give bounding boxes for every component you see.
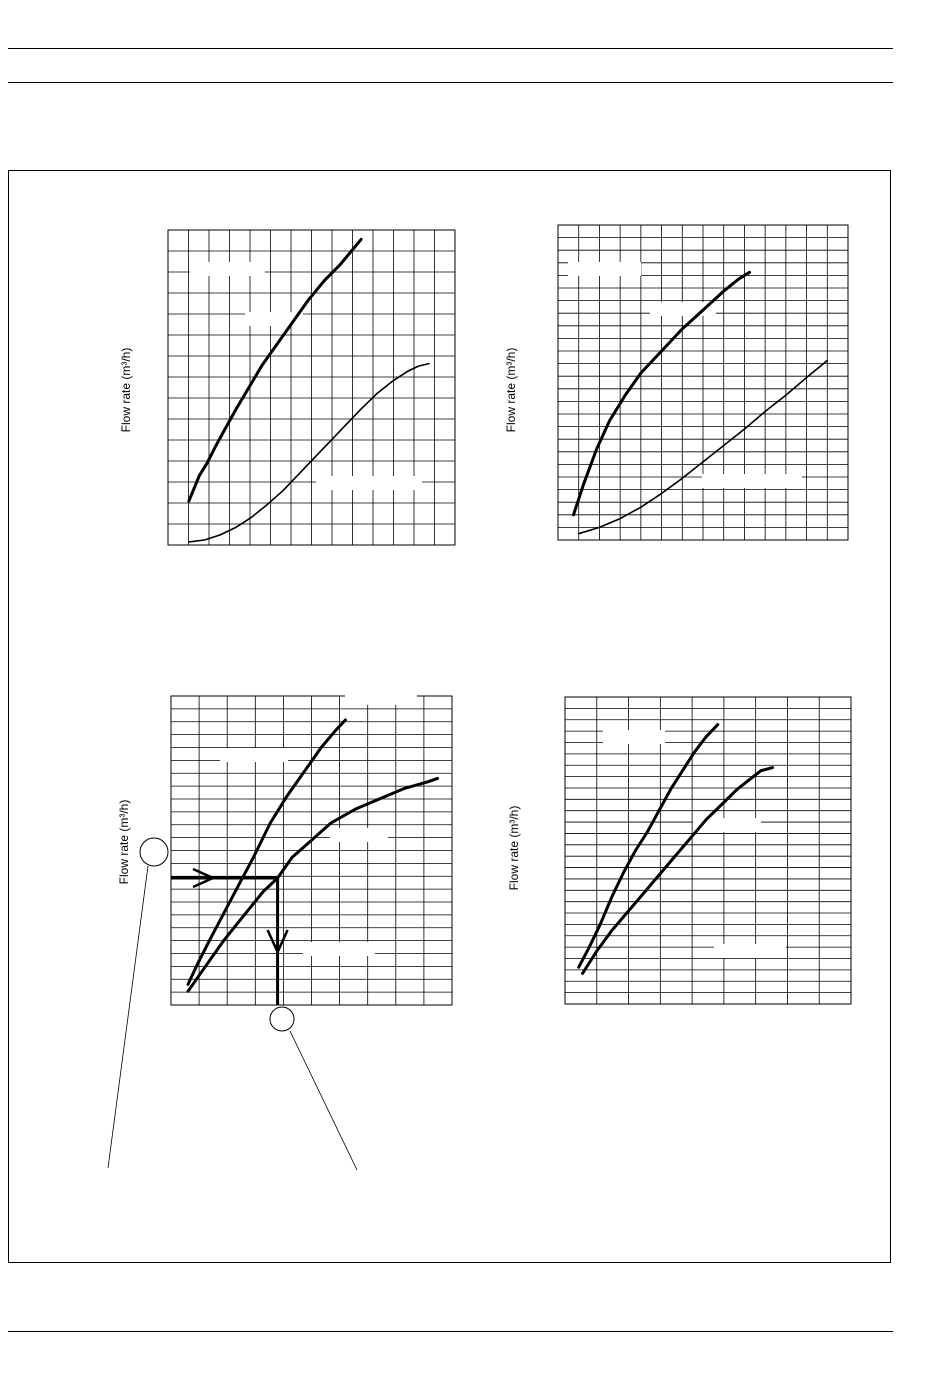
chart-bottom-left	[108, 695, 452, 1170]
chart-top-left	[119, 230, 455, 545]
blank-label-patch	[714, 944, 786, 958]
y-axis-label: Flow rate (m³/h)	[504, 347, 518, 433]
blank-label-patch	[303, 942, 375, 956]
blank-label-patch	[220, 748, 288, 762]
series-line-2	[188, 778, 438, 991]
callout-circle-axis	[270, 1007, 294, 1031]
series-line-2	[583, 768, 773, 974]
series-line-1	[579, 725, 718, 968]
callout-circle-flow	[140, 838, 168, 866]
chart-top-right	[504, 225, 848, 540]
blank-label-patch	[330, 828, 388, 842]
chart-bottom-right	[507, 697, 851, 1004]
blank-label-patch	[702, 474, 802, 488]
series-line-1	[189, 239, 361, 501]
blank-label-patch	[190, 262, 265, 276]
y-axis-label: Flow rate (m³/h)	[507, 805, 521, 891]
leader-line-axis	[290, 1031, 357, 1170]
blank-label-patch	[603, 730, 665, 744]
y-axis-label: Flow rate (m³/h)	[119, 347, 133, 433]
blank-label-patch	[316, 476, 422, 490]
series-line-2	[189, 364, 429, 542]
blank-label-patch	[345, 695, 417, 705]
y-axis-label: Flow rate (m³/h)	[117, 799, 131, 885]
blank-label-patch	[568, 262, 641, 276]
leader-line-flow	[108, 866, 148, 1168]
